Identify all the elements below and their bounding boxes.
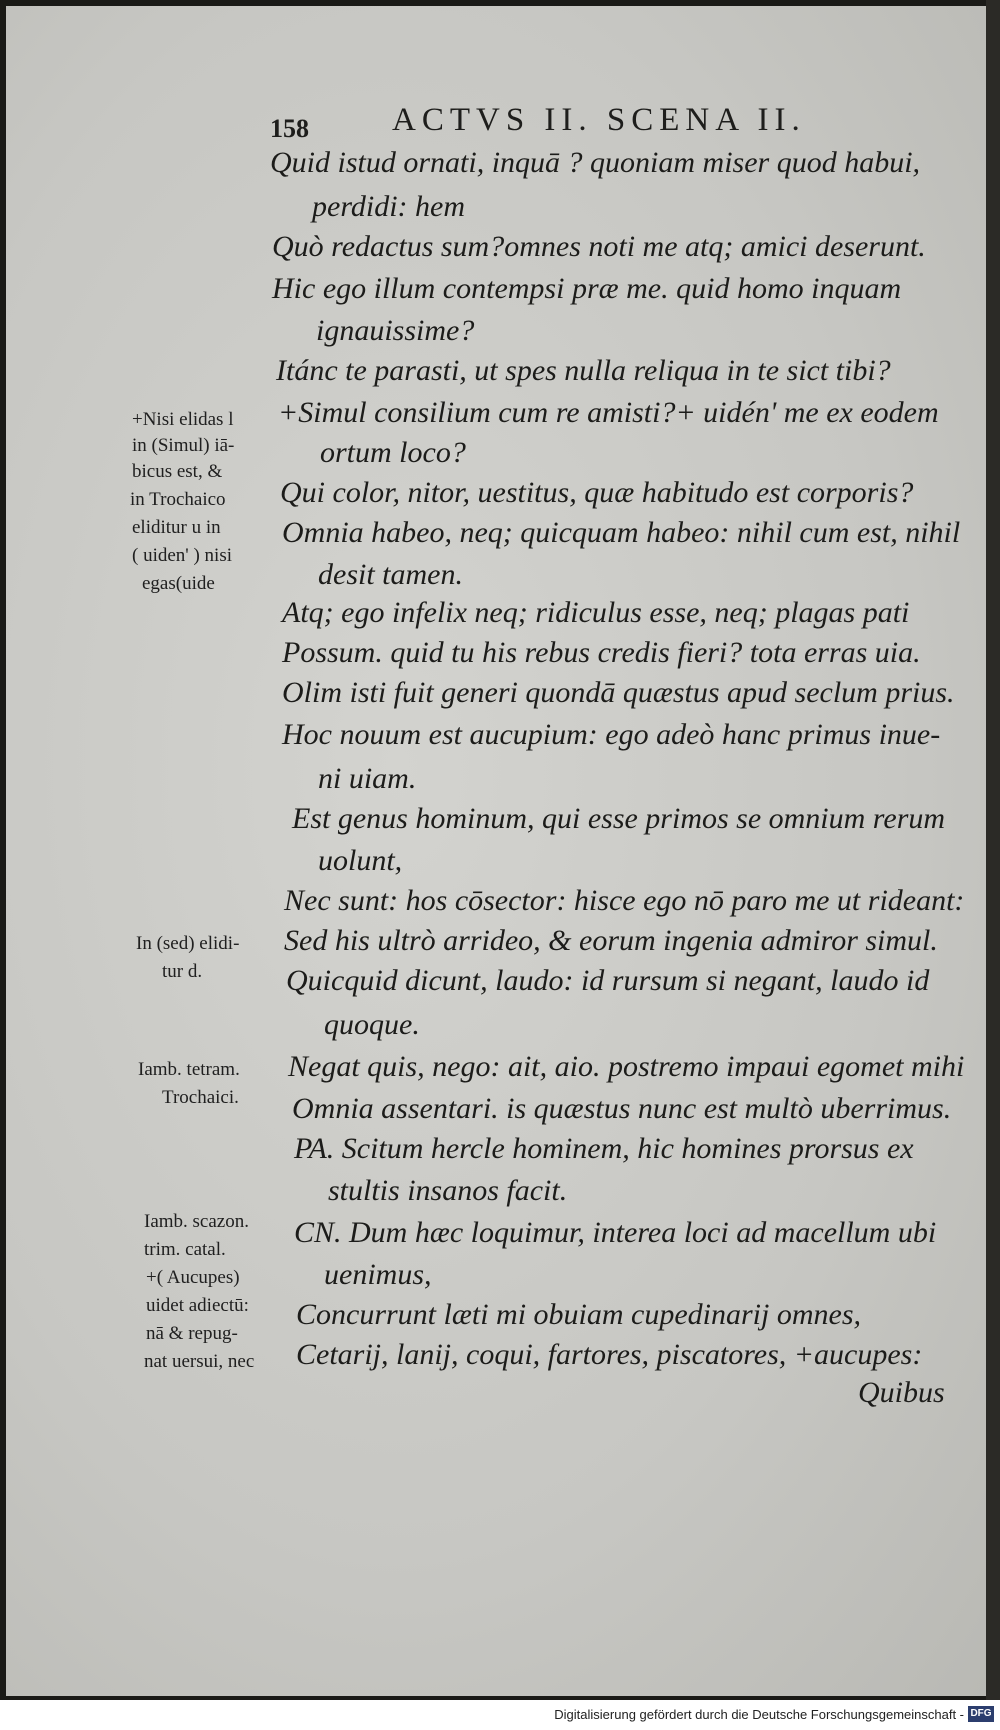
text-line: Negat quis, nego: ait, aio. postremo impaui egomet mihi (288, 1050, 965, 1083)
text-line: ni uiam. (318, 762, 417, 795)
margin-note: +Nisi elidas l (132, 409, 234, 430)
margin-note: in Trochaico (130, 489, 226, 510)
page-edge-shadow (986, 0, 1000, 1730)
text-line: Olim isti fuit generi quondā quæstus apud seclum prius. (282, 676, 955, 709)
text-line: Quò redactus sum?omnes noti me atq; amici deserunt. (272, 230, 926, 263)
margin-note: ( uiden' ) nisi (132, 545, 232, 566)
text-line: perdidi: hem (312, 190, 466, 223)
text-line: Sed his ultrò arrideo, & eorum ingenia admiror simul. (284, 924, 938, 957)
margin-note: In (sed) elidi- (136, 933, 240, 954)
text-line: Nec sunt: hos cōsector: hisce ego nō paro me ut rideant: (284, 884, 965, 917)
text-line: PA. Scitum hercle hominem, hic homines prorsus ex (294, 1132, 914, 1165)
text-line: Hic ego illum contempsi præ me. quid homo inquam (272, 272, 902, 305)
text-line: uolunt, (318, 844, 403, 877)
text-line: desit tamen. (318, 558, 463, 591)
margin-note: bicus est, & (132, 461, 223, 482)
text-line: Possum. quid tu his rebus credis fieri? tota erras uia. (282, 636, 921, 669)
margin-note: Trochaici. (162, 1087, 239, 1108)
text-line: Est genus hominum, qui esse primos se omnium rerum (292, 802, 946, 835)
text-line: Omnia habeo, neq; quicquam habeo: nihil cum est, nihil (282, 516, 961, 549)
digitization-footer (0, 1700, 1000, 1730)
margin-note: uidet adiectū: (146, 1295, 249, 1316)
margin-note: eliditur u in (132, 517, 221, 538)
margin-note: Iamb. scazon. (144, 1211, 249, 1232)
margin-note: nā & repug- (146, 1323, 238, 1344)
page-number: 158 (270, 114, 309, 143)
text-line: Atq; ego infelix neq; ridiculus esse, neq; plagas pati (282, 596, 910, 629)
margin-note: +( Aucupes) (146, 1267, 240, 1288)
text-line: Quicquid dicunt, laudo: id rursum si negant, laudo id (286, 964, 930, 997)
catchword: Quibus (858, 1376, 945, 1409)
text-line: CN. Dum hæc loquimur, interea loci ad macellum ubi (294, 1216, 937, 1249)
text-line: Quid istud ornati, inquā ? quoniam miser quod habui, (270, 146, 921, 179)
text-line: ortum loco? (320, 436, 466, 469)
margin-note: trim. catal. (144, 1239, 226, 1260)
margin-note: nat uersui, nec (144, 1351, 255, 1372)
text-line: uenimus, (324, 1258, 432, 1291)
text-line: Qui color, nitor, uestitus, quæ habitudo est corporis? (280, 476, 914, 509)
margin-note: in (Simul) iā- (132, 435, 235, 456)
text-line: Concurrunt læti mi obuiam cupedinarij omnes, (296, 1298, 861, 1331)
text-line: Cetarij, lanij, coqui, fartores, piscatores, +aucupes: (296, 1338, 923, 1371)
text-line: quoque. (324, 1008, 420, 1041)
text-line: +Simul consilium cum re amisti?+ uidén' me ex eodem (278, 396, 939, 429)
text-line: ignauissime? (316, 314, 475, 347)
page-header (0, 98, 1000, 143)
running-head: ACTVS II. SCENA II. (392, 102, 806, 138)
margin-note: tur d. (162, 961, 203, 982)
dfg-logo: DFG (968, 1706, 994, 1722)
text-line: stultis insanos facit. (328, 1174, 568, 1207)
footer-credit-text: Digitalisierung gefördert durch die Deutsche Forschungsgemeinschaft - (554, 1707, 964, 1722)
text-line: Hoc nouum est aucupium: ego adeò hanc primus inue- (282, 718, 941, 751)
text-line: Omnia assentari. is quæstus nunc est multò uberrimus. (292, 1092, 952, 1125)
margin-note: Iamb. tetram. (138, 1059, 240, 1080)
margin-note: egas(uide (142, 573, 215, 594)
text-line: Itánc te parasti, ut spes nulla reliqua in te sict tibi? (276, 354, 891, 387)
